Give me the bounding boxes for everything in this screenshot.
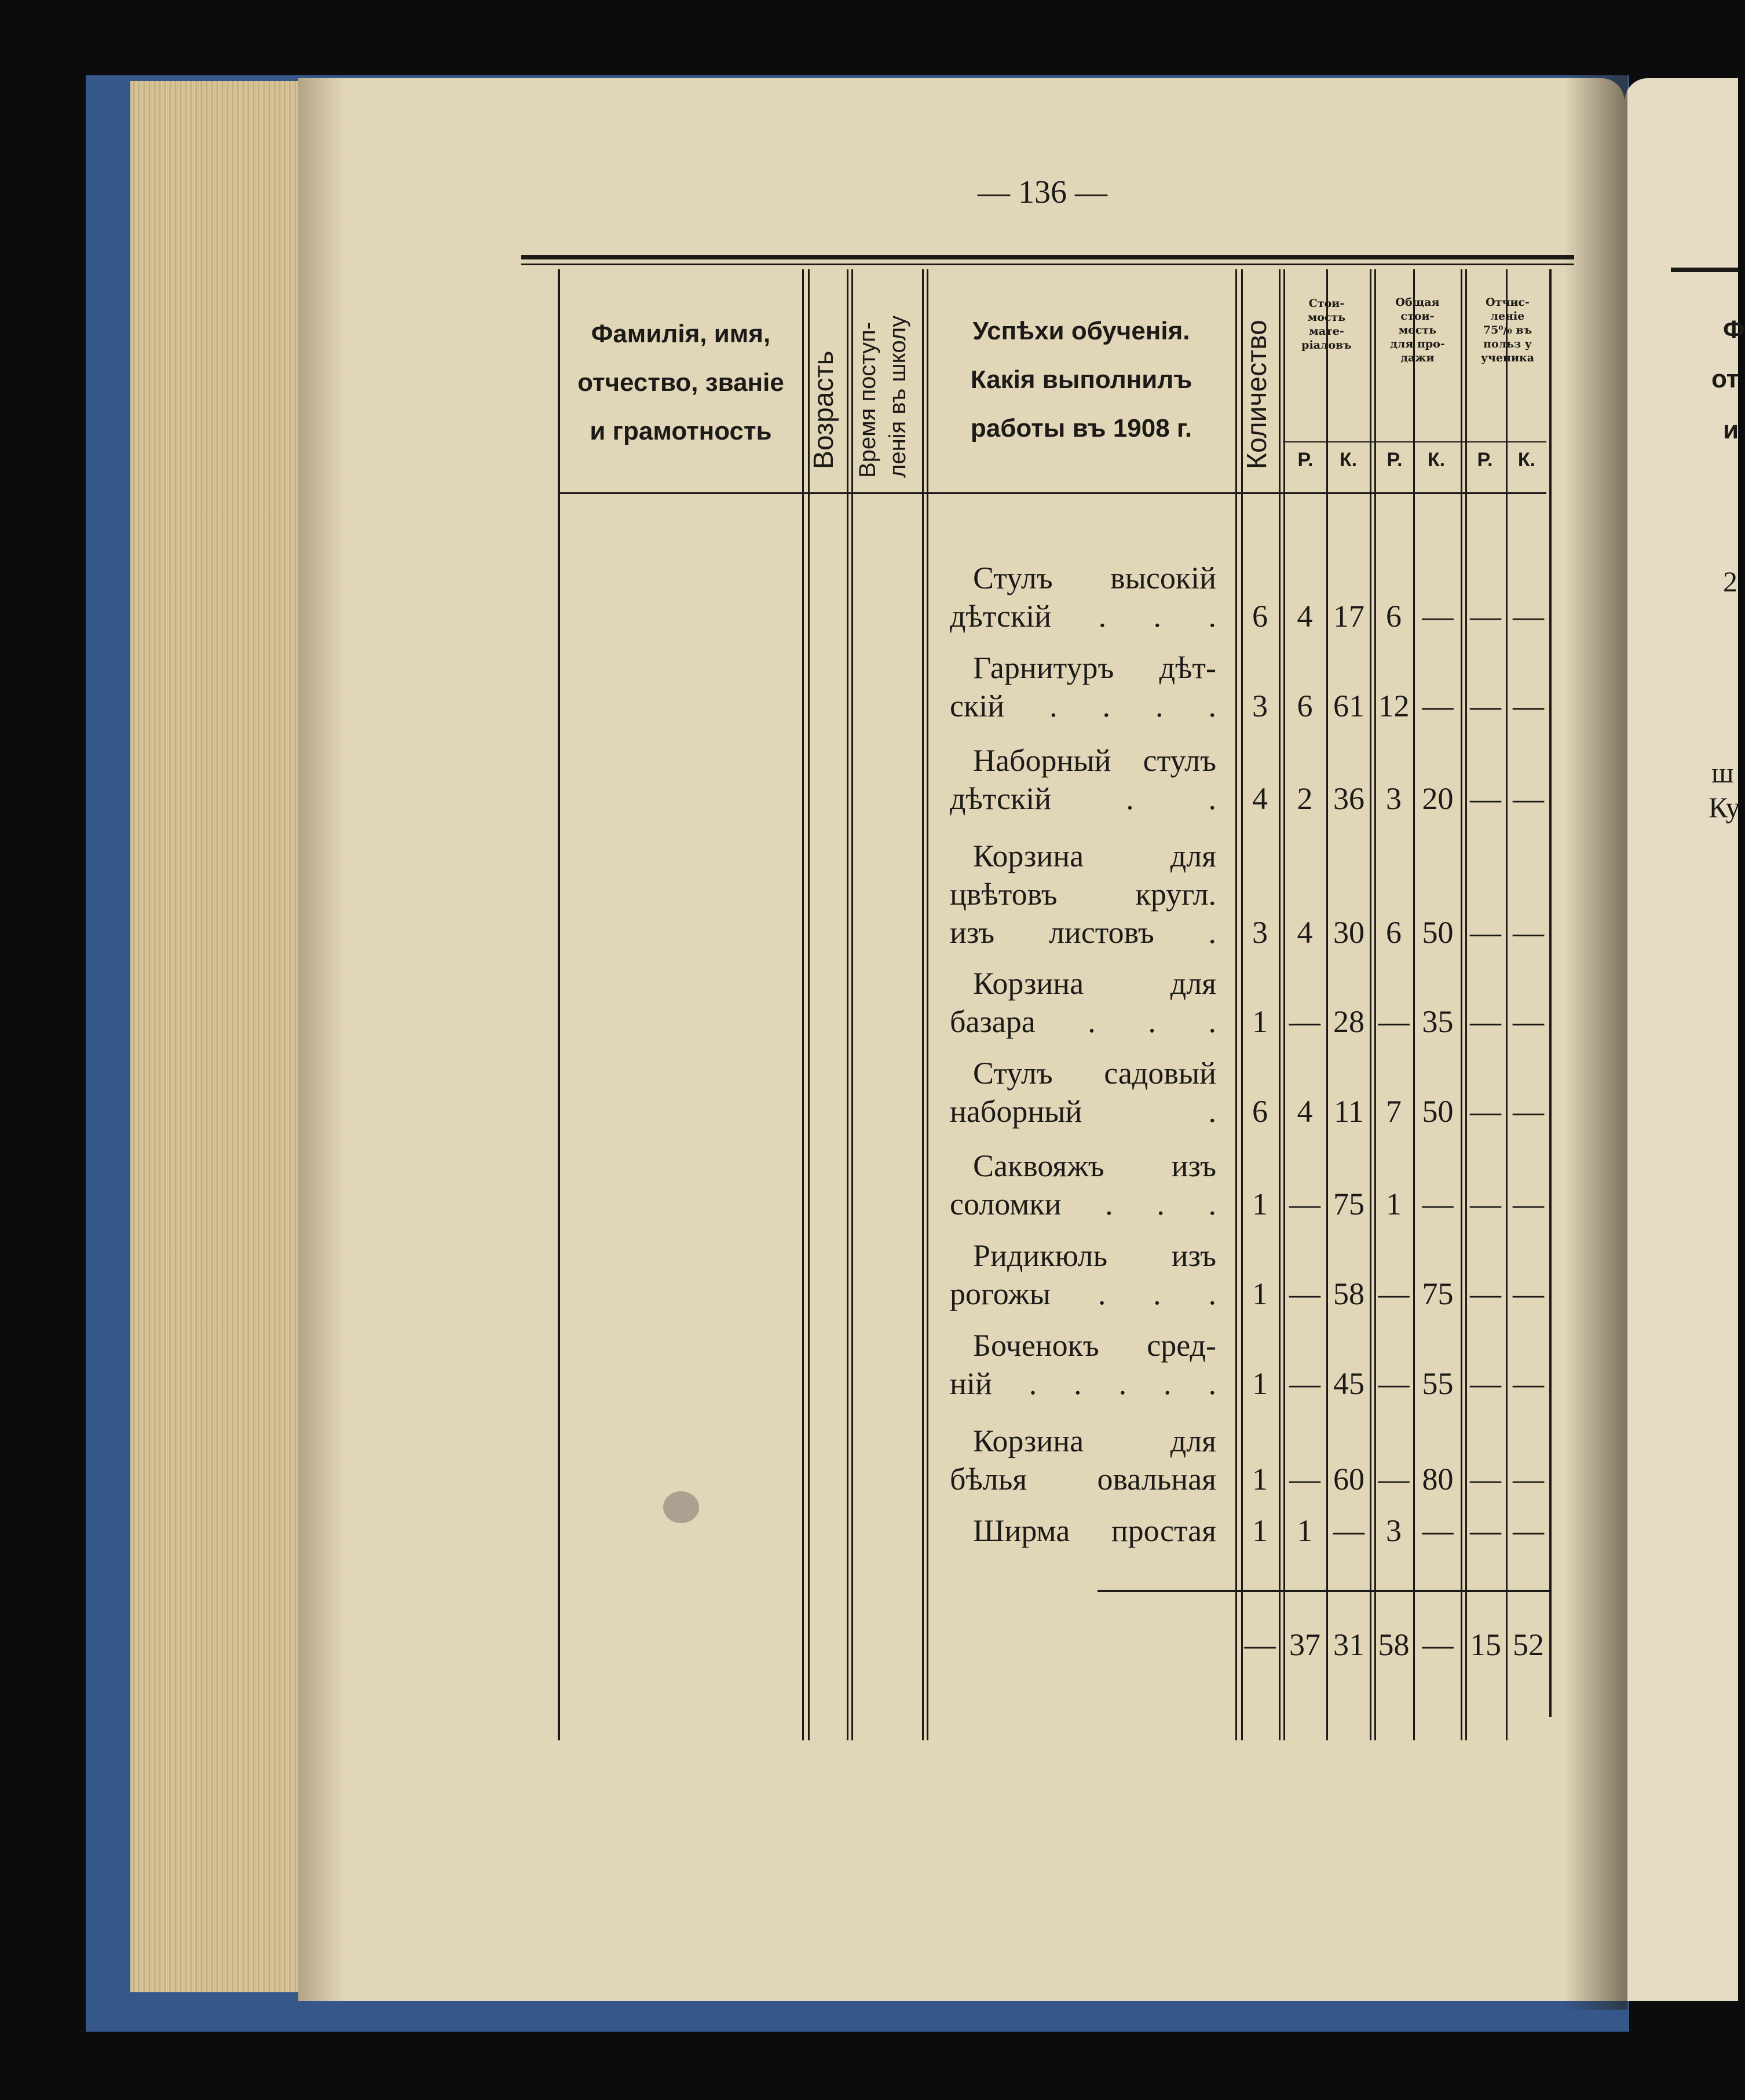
cell-mat-r: 1 xyxy=(1297,1513,1313,1548)
cell-qty: 6 xyxy=(1252,599,1268,634)
right-fragment: и xyxy=(1723,416,1739,444)
right-fragment: ш xyxy=(1711,756,1734,789)
cell-all-k: — xyxy=(1513,1004,1544,1039)
page-edges xyxy=(130,81,316,1992)
item-name: Гарнитуръ дѣт- скій . . . . xyxy=(950,650,1216,723)
header-name: Фамилія, имя, отчество, званіе и грамотность xyxy=(577,320,784,445)
header-materials-cost: Стои- мость мате- ріаловъ xyxy=(1301,297,1352,352)
right-fragment: от xyxy=(1711,365,1739,393)
cell-tot-r: — xyxy=(1378,1276,1410,1311)
unit-rubles: Р. xyxy=(1387,449,1403,471)
cell-all-r: — xyxy=(1470,1187,1501,1221)
cell-tot-k: 80 xyxy=(1422,1462,1454,1497)
cell-mat-r: 4 xyxy=(1297,915,1313,950)
page-number: — 136 — xyxy=(978,174,1107,210)
cell-mat-k: 60 xyxy=(1333,1462,1364,1497)
item-name: Наборный стулъ дѣтскій . . xyxy=(950,743,1216,816)
cell-mat-k: 30 xyxy=(1333,915,1364,950)
cell-mat-k: 36 xyxy=(1333,781,1364,816)
total-qty: — xyxy=(1244,1627,1276,1662)
cell-mat-k: 58 xyxy=(1333,1276,1364,1311)
book-gutter xyxy=(1564,75,1627,2010)
table-top-rule-thin xyxy=(521,264,1574,265)
cell-tot-k: 50 xyxy=(1422,1094,1454,1129)
cell-all-k: — xyxy=(1513,781,1544,816)
col-line xyxy=(922,269,924,1740)
item-name: Корзина для базара . . . xyxy=(950,966,1216,1039)
cell-qty: 1 xyxy=(1252,1187,1268,1221)
col-line xyxy=(851,269,853,1740)
right-page-rule xyxy=(1671,268,1738,272)
cell-qty: 1 xyxy=(1252,1276,1268,1311)
total-mat-r: 37 xyxy=(1289,1627,1320,1662)
cell-qty: 1 xyxy=(1252,1462,1268,1497)
cell-all-k: — xyxy=(1513,1094,1544,1129)
item-name: Боченокъ сред- ній . . . . . xyxy=(950,1328,1216,1401)
header-total-cost: Общая стои- мость для про- дажи xyxy=(1390,296,1445,364)
cell-all-k: — xyxy=(1513,1513,1544,1548)
item-name: Корзина для цвѣтовъ кругл. изъ листовъ . xyxy=(950,839,1216,950)
item-name: Стулъ высокій дѣтскій . . . xyxy=(950,561,1216,634)
cell-mat-r: 2 xyxy=(1297,781,1313,816)
cell-all-k: — xyxy=(1513,599,1544,634)
header-works: Успѣхи обученія. Какія выполнилъ работы въ 1908 г. xyxy=(970,317,1192,442)
header-quantity: Количество xyxy=(1242,320,1272,469)
cell-tot-r: 6 xyxy=(1386,599,1402,634)
col-line xyxy=(847,269,848,1740)
right-fragment: Ф xyxy=(1723,316,1745,344)
cell-mat-r: — xyxy=(1289,1187,1320,1221)
cell-qty: 1 xyxy=(1252,1513,1268,1548)
total-tot-k: — xyxy=(1422,1627,1454,1662)
unit-kopecks: К. xyxy=(1517,449,1536,471)
col-line xyxy=(558,269,560,1740)
cell-qty: 4 xyxy=(1252,781,1268,816)
cell-tot-k: 50 xyxy=(1422,915,1454,950)
cell-all-k: — xyxy=(1513,1276,1544,1311)
cell-tot-k: — xyxy=(1422,1187,1454,1221)
cell-tot-k: — xyxy=(1422,599,1454,634)
cell-all-k: — xyxy=(1513,1462,1544,1497)
item-name: Корзина для бѣлья овальная xyxy=(950,1424,1216,1497)
cell-tot-r: — xyxy=(1378,1366,1410,1401)
cell-mat-r: 4 xyxy=(1297,599,1313,634)
cell-all-r: — xyxy=(1470,1366,1501,1401)
header-bottom-rule xyxy=(559,492,1546,494)
cell-all-r: — xyxy=(1470,1276,1501,1311)
cell-tot-r: 6 xyxy=(1386,915,1402,950)
cell-mat-r: — xyxy=(1289,1462,1320,1497)
cell-all-r: — xyxy=(1470,599,1501,634)
paper-stain xyxy=(663,1491,699,1523)
col-line xyxy=(802,269,804,1740)
table-top-rule xyxy=(521,255,1574,259)
totals-rule xyxy=(1098,1590,1549,1592)
item-name: Стулъ садовый наборный . xyxy=(950,1056,1216,1129)
header-age: Возрасть xyxy=(809,350,839,469)
unit-rubles: Р. xyxy=(1477,449,1493,471)
col-line xyxy=(1370,269,1371,1740)
cell-qty: 3 xyxy=(1252,915,1268,950)
cell-all-k: — xyxy=(1513,689,1544,723)
col-line xyxy=(1461,269,1462,1740)
cell-tot-k: 35 xyxy=(1422,1004,1454,1039)
cell-tot-r: 3 xyxy=(1386,781,1402,816)
cell-mat-k: 75 xyxy=(1333,1187,1364,1221)
total-mat-k: 31 xyxy=(1333,1627,1364,1662)
cell-tot-r: 7 xyxy=(1386,1094,1402,1129)
right-fragment: Ку xyxy=(1709,791,1740,824)
item-name: Ридикюль изъ рогожы . . . xyxy=(950,1238,1216,1311)
cell-mat-r: — xyxy=(1289,1004,1320,1039)
cell-all-k: — xyxy=(1513,1366,1544,1401)
cell-tot-r: — xyxy=(1378,1462,1410,1497)
right-fragment: 2 xyxy=(1723,565,1737,598)
cell-all-r: — xyxy=(1470,1462,1501,1497)
cell-tot-r: 3 xyxy=(1386,1513,1402,1548)
cell-all-r: — xyxy=(1470,781,1501,816)
cell-all-k: — xyxy=(1513,915,1544,950)
total-all-r: 15 xyxy=(1470,1627,1501,1662)
cell-tot-k: 75 xyxy=(1422,1276,1454,1311)
cell-mat-k: — xyxy=(1333,1513,1364,1548)
col-line xyxy=(1279,269,1281,1740)
cell-mat-k: 17 xyxy=(1333,599,1364,634)
cell-tot-r: 12 xyxy=(1378,689,1410,723)
unit-rubles: Р. xyxy=(1297,449,1314,471)
cell-mat-r: 6 xyxy=(1297,689,1313,723)
cell-mat-k: 11 xyxy=(1334,1094,1364,1129)
cell-qty: 1 xyxy=(1252,1004,1268,1039)
cell-qty: 6 xyxy=(1252,1094,1268,1129)
total-all-k: 52 xyxy=(1513,1627,1544,1662)
col-line xyxy=(1549,269,1552,1717)
cell-tot-k: 20 xyxy=(1422,781,1454,816)
cell-tot-k: 55 xyxy=(1422,1366,1454,1401)
page-shadow xyxy=(298,78,345,2001)
header-enrollment: Время поступ- ленія въ школу xyxy=(855,315,910,478)
cell-all-r: — xyxy=(1470,915,1501,950)
cell-mat-r: — xyxy=(1289,1276,1320,1311)
unit-kopecks: К. xyxy=(1339,449,1358,471)
cell-mat-r: 4 xyxy=(1297,1094,1313,1129)
cell-mat-k: 61 xyxy=(1333,689,1364,723)
cell-tot-r: — xyxy=(1378,1004,1410,1039)
cell-qty: 1 xyxy=(1252,1366,1268,1401)
cell-tot-k: — xyxy=(1422,1513,1454,1548)
item-name: Ширма простая xyxy=(973,1513,1216,1548)
item-name: Саквояжъ изъ соломки . . . xyxy=(950,1148,1216,1221)
cell-mat-k: 45 xyxy=(1333,1366,1364,1401)
total-tot-r: 58 xyxy=(1378,1627,1410,1662)
col-line xyxy=(927,269,928,1740)
cell-tot-r: 1 xyxy=(1386,1187,1402,1221)
header-allocation: Отчис- леніе 75⁰/₀ въ польз у ученика xyxy=(1480,296,1535,364)
cell-all-k: — xyxy=(1513,1187,1544,1221)
cell-all-r: — xyxy=(1470,1004,1501,1039)
unit-kopecks: К. xyxy=(1427,449,1446,471)
cell-all-r: — xyxy=(1470,1094,1501,1129)
cell-mat-r: — xyxy=(1289,1366,1320,1401)
col-line xyxy=(1235,269,1237,1740)
cell-qty: 3 xyxy=(1252,689,1268,723)
cell-all-r: — xyxy=(1470,689,1501,723)
cell-all-r: — xyxy=(1470,1513,1501,1548)
cell-mat-k: 28 xyxy=(1333,1004,1364,1039)
cell-tot-k: — xyxy=(1422,689,1454,723)
col-line xyxy=(808,269,810,1740)
